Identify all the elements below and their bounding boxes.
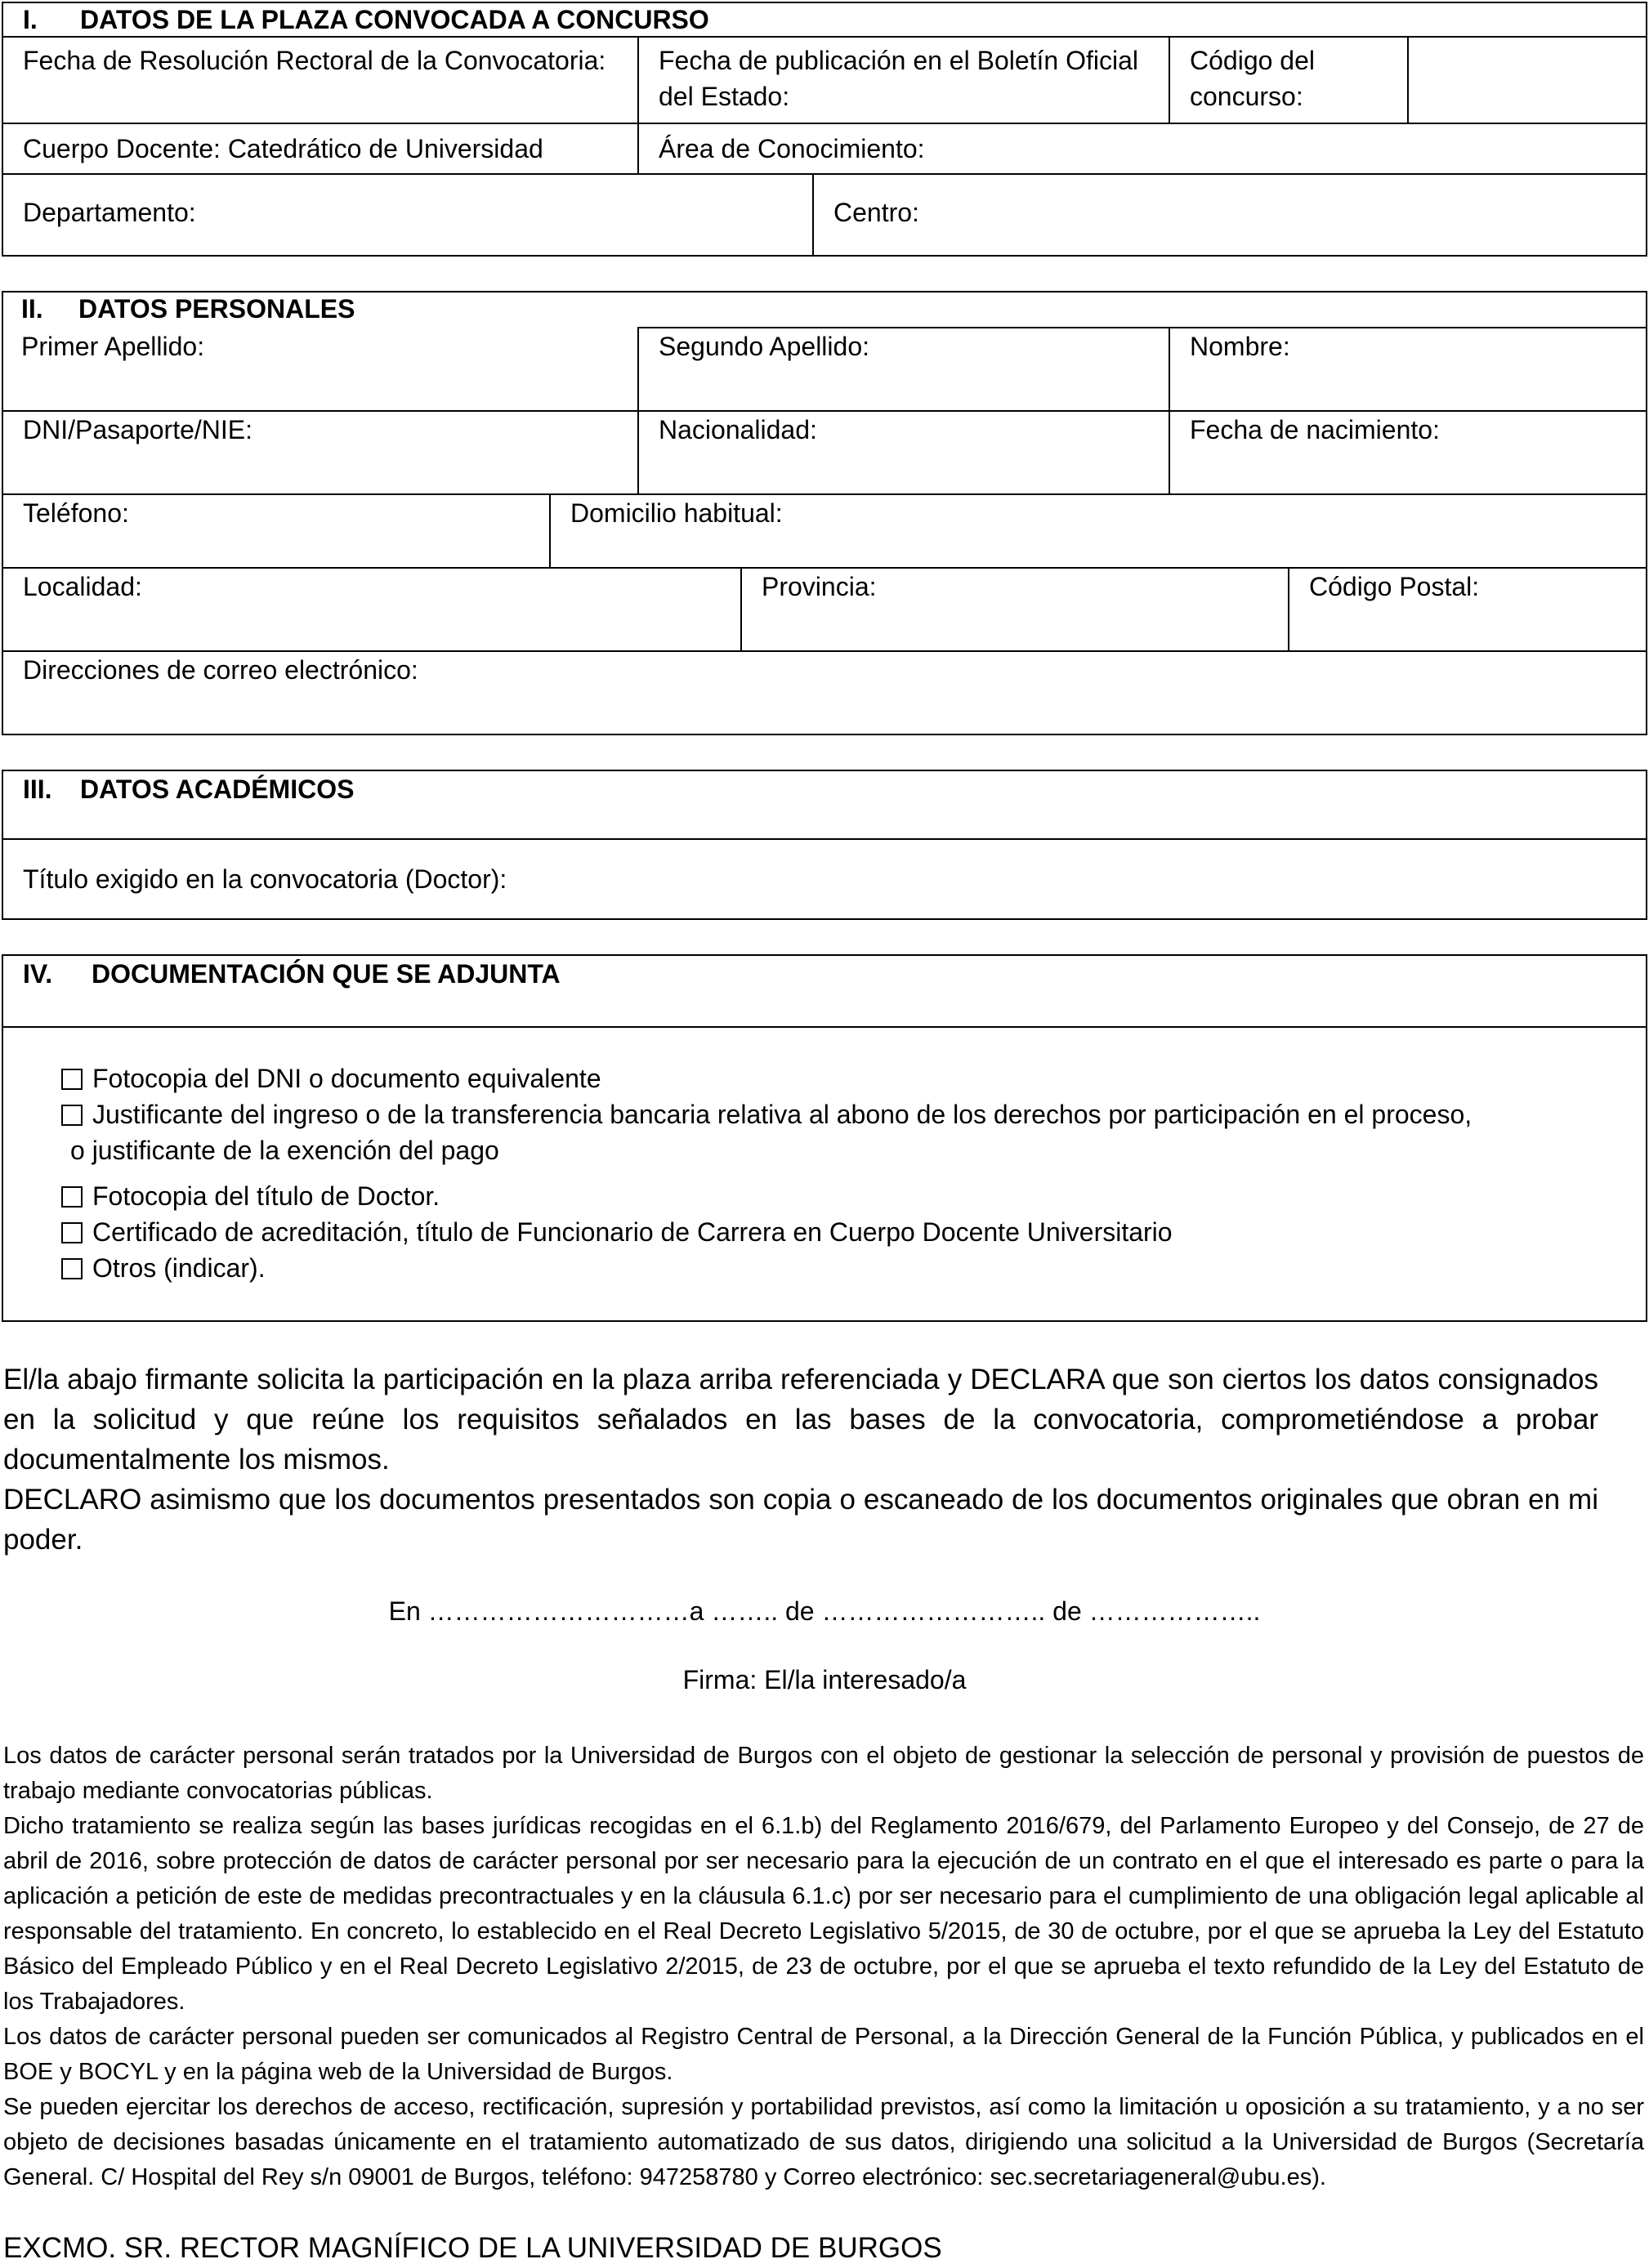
correo-field[interactable] <box>2 650 1647 735</box>
telefono-field[interactable] <box>2 493 551 569</box>
checkbox-label: Justificante del ingreso o de la transferencia bancaria relativa al abono de los derechos por participación en el proceso, <box>92 1100 1472 1129</box>
checkbox-item-justificante-cont <box>70 1132 499 1168</box>
localidad-field[interactable] <box>2 567 742 652</box>
section-3-number: III. <box>23 775 52 804</box>
checkbox-item-justificante[interactable] <box>61 1096 1472 1132</box>
codigo-concurso-label: Código del concurso: <box>1190 46 1315 111</box>
fecha-resolucion-label: Fecha de Resolución Rectoral de la Convocatoria: <box>23 46 606 75</box>
departamento-field[interactable] <box>2 173 814 257</box>
section-4-title: DOCUMENTACIÓN QUE SE ADJUNTA <box>92 959 561 989</box>
primer-apellido-label: Primer Apellido: <box>21 332 205 361</box>
checkbox-icon[interactable] <box>61 1105 83 1126</box>
declaracion-parrafo-2: DECLARO asimismo que los documentos presentados son copia o escaneado de los documentos originales que obran en mi poder. <box>3 1484 1598 1556</box>
section-2-title: DATOS PERSONALES <box>78 294 355 324</box>
correo-label: Direcciones de correo electrónico: <box>23 655 418 685</box>
titulo-exigido-field[interactable] <box>2 838 1647 920</box>
nombre-label: Nombre: <box>1190 332 1290 361</box>
checkbox-label-continuation: o justificante de la exención del pago <box>70 1136 499 1165</box>
section-2-header <box>21 291 355 327</box>
privacidad-parrafo-1: Los datos de carácter personal serán tratados por la Universidad de Burgos con el objeto de gestionar la selección de personal y provisión de puestos de trabajo mediante convocatorias públicas. <box>3 1743 1644 1804</box>
checkbox-label: Fotocopia del DNI o documento equivalente <box>92 1064 601 1093</box>
titulo-exigido-label: Título exigido en la convocatoria (Doctor): <box>23 864 507 894</box>
provincia-label: Provincia: <box>762 572 877 601</box>
checkbox-item-titulo[interactable] <box>61 1178 440 1214</box>
segundo-apellido-field[interactable] <box>637 327 1170 412</box>
section-3-title: DATOS ACADÉMICOS <box>80 775 355 804</box>
checkbox-icon[interactable] <box>61 1222 83 1243</box>
checkbox-icon[interactable] <box>61 1069 83 1090</box>
privacidad-parrafo-2: Dicho tratamiento se realiza según las bases jurídicas recogidas en el 6.1.b) del Reglamento 2016/679, del Parlamento Europeo y del Consejo, de 27 de abril de 2016, sobre protección de datos de carácter personal por ser necesario para la ejecución de un contrato en el que el interesado es parte o para la aplicación a petición de este de medidas precontractuales y en la cláusula 6.1.c) por ser necesario para el cumplimiento de una obligación legal aplicable al responsable del tratamiento. En concreto, lo establecido en el Real Decreto Legislativo 5/2015, de 30 de octubre, por el que se aprueba la Ley del Estatuto Básico del Empleado Público y en el Real Decreto Legislativo 2/2015, de 23 de octubre, por el que se aprueba el texto refundido de la Ley del Estatuto de los Trabajadores. <box>3 1813 1644 2015</box>
departamento-label: Departamento: <box>23 198 196 227</box>
domicilio-label: Domicilio habitual: <box>570 498 783 528</box>
section-1-number: I. <box>23 5 38 34</box>
fecha-resolucion-field[interactable] <box>2 36 639 124</box>
checkbox-label: Otros (indicar). <box>92 1253 266 1283</box>
lugar-fecha-line: En …………………………a …….. de …………………….. de ……………….. <box>388 1596 1261 1626</box>
section-1-header <box>2 2 1647 38</box>
dni-label: DNI/Pasaporte/NIE: <box>23 415 252 444</box>
segundo-apellido-label: Segundo Apellido: <box>659 332 869 361</box>
centro-label: Centro: <box>833 198 919 227</box>
section-1-title: DATOS DE LA PLAZA CONVOCADA A CONCURSO <box>80 5 709 34</box>
codigo-postal-label: Código Postal: <box>1309 572 1480 601</box>
nombre-field[interactable] <box>1169 327 1647 412</box>
domicilio-field[interactable] <box>549 493 1647 569</box>
provincia-field[interactable] <box>740 567 1289 652</box>
localidad-label: Localidad: <box>23 572 142 601</box>
fecha-nacimiento-field[interactable] <box>1169 410 1647 495</box>
codigo-concurso-value[interactable] <box>1407 36 1647 124</box>
checkbox-item-otros[interactable] <box>61 1250 266 1286</box>
checkbox-icon[interactable] <box>61 1186 83 1208</box>
fecha-publicacion-label: Fecha de publicación en el Boletín Oficial del Estado: <box>659 46 1139 111</box>
section-3-header <box>2 770 1647 840</box>
checkbox-item-certificado[interactable] <box>61 1214 1173 1250</box>
section-4-number: IV. <box>23 959 53 989</box>
firma-label: Firma: El/la interesado/a <box>682 1665 967 1694</box>
section-4-header <box>2 954 1647 1028</box>
centro-field[interactable] <box>812 173 1647 257</box>
area-conocimiento-label: Área de Conocimiento: <box>659 134 925 163</box>
checkbox-item-dni[interactable] <box>61 1060 601 1096</box>
privacidad-parrafo-4: Se pueden ejercitar los derechos de acceso, rectificación, supresión y portabilidad previstos, así como la limitación u oposición a su tratamiento, y a no ser objeto de decisiones basadas únicamente en el tratamiento automatizado de sus datos, dirigiendo una solicitud a la Universidad de Burgos (Secretaría General. C/ Hospital del Rey s/n 09001 de Burgos, teléfono: 947258780 y Correo electrónico: sec.secretariageneral@ubu.es). <box>3 2094 1644 2190</box>
fecha-publicacion-field[interactable] <box>637 36 1170 124</box>
destinatario: EXCMO. SR. RECTOR MAGNÍFICO DE LA UNIVERSIDAD DE BURGOS <box>3 2232 942 2264</box>
nacionalidad-field[interactable] <box>637 410 1170 495</box>
area-conocimiento-field[interactable] <box>637 123 1647 175</box>
privacidad-parrafo-3: Los datos de carácter personal pueden ser comunicados al Registro Central de Personal, a la Dirección General de la Función Pública, y publicados en el BOE y BOCYL y en la página web de la Universidad de Burgos. <box>3 2024 1644 2085</box>
dni-field[interactable] <box>2 410 639 495</box>
cuerpo-docente-field[interactable] <box>2 123 639 175</box>
nacionalidad-label: Nacionalidad: <box>659 415 817 444</box>
checkbox-label: Fotocopia del título de Doctor. <box>92 1181 440 1211</box>
cuerpo-docente-label: Cuerpo Docente: Catedrático de Universidad <box>23 134 543 163</box>
checkbox-icon[interactable] <box>61 1258 83 1279</box>
fecha-nacimiento-label: Fecha de nacimiento: <box>1190 415 1440 444</box>
codigo-concurso-field[interactable] <box>1169 36 1409 124</box>
section-2-number: II. <box>21 294 43 324</box>
codigo-postal-field[interactable] <box>1288 567 1647 652</box>
checkbox-label: Certificado de acreditación, título de Funcionario de Carrera en Cuerpo Docente Universitario <box>92 1217 1173 1247</box>
declaracion-parrafo-1: El/la abajo firmante solicita la participación en la plaza arriba referenciada y DECLARA que son ciertos los datos consignados en la solicitud y que reúne los requisitos señalados en las bases de la convocatoria, comprometiéndose a probar documentalmente los mismos. <box>3 1364 1598 1476</box>
telefono-label: Teléfono: <box>23 498 129 528</box>
